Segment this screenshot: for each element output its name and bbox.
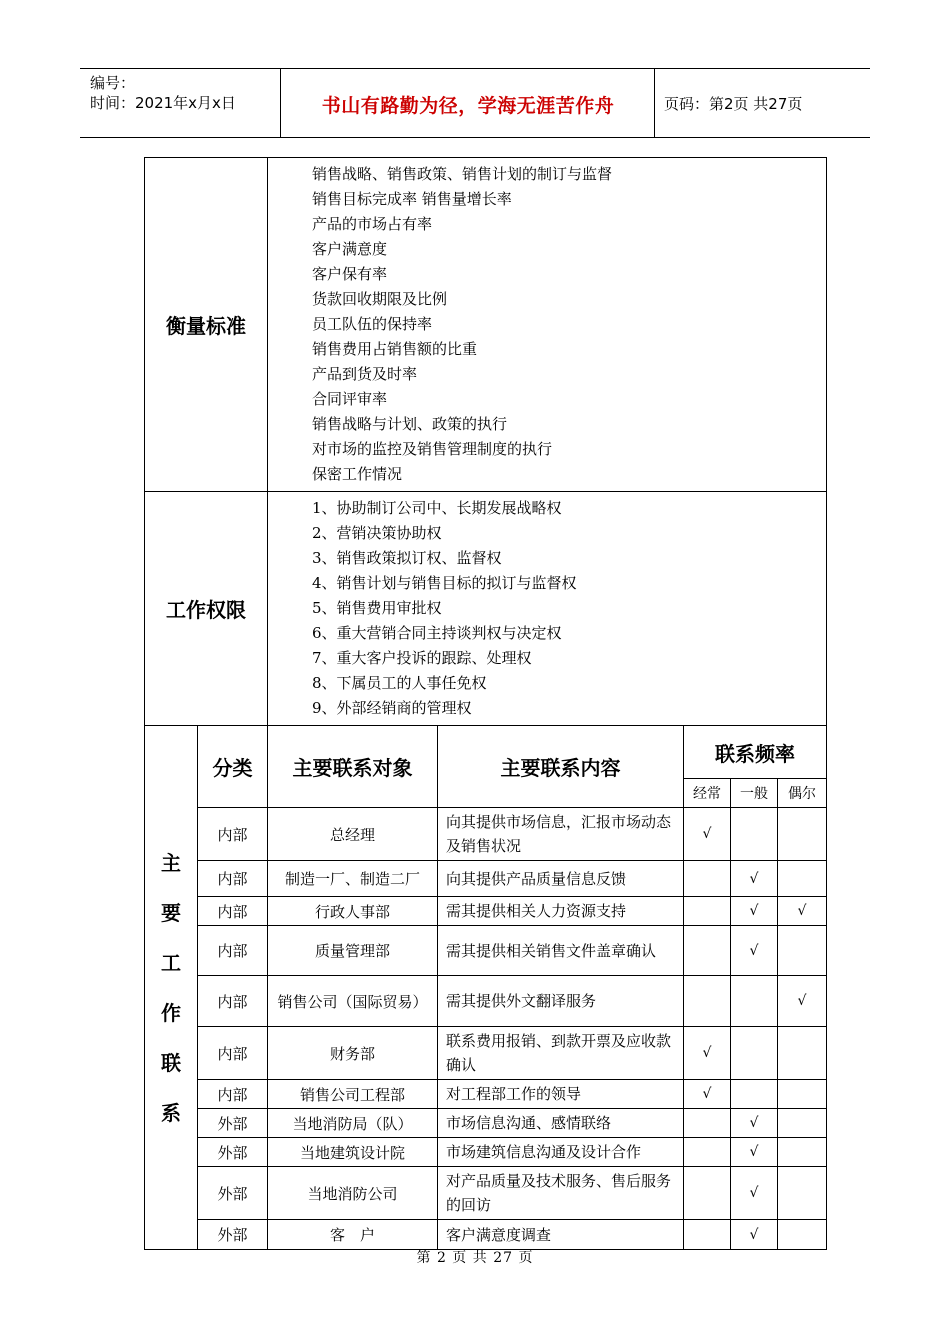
contact-normal-mark: [731, 976, 778, 1027]
contact-rare-mark: [778, 1080, 827, 1109]
section-label-char: 作: [161, 1000, 181, 1025]
contact-often-mark: √: [684, 808, 731, 861]
header-divider: [280, 69, 281, 137]
contact-rare-mark: √: [778, 897, 827, 926]
contact-content: 需其提供相关人力资源支持: [438, 897, 684, 926]
contact-row: [145, 861, 827, 897]
measurement-list: [268, 158, 827, 492]
contact-rare-mark: [778, 1109, 827, 1138]
contact-often-mark: [684, 1167, 731, 1220]
measurement-row: [145, 158, 827, 492]
contact-row: [145, 976, 827, 1027]
contact-row: [145, 1027, 827, 1080]
header-content: 主要联系内容: [438, 726, 684, 808]
contact-category: 内部: [198, 976, 268, 1027]
contact-normal-mark: √: [731, 861, 778, 897]
measurement-item: 保密工作情况: [312, 465, 403, 483]
contact-row: [145, 1220, 827, 1250]
contact-target: 财务部: [268, 1027, 438, 1080]
header-often: 经常: [684, 779, 731, 808]
page-footer: 第 2 页 共 27 页: [416, 1250, 534, 1266]
contact-normal-mark: [731, 808, 778, 861]
contact-target: 行政人事部: [268, 897, 438, 926]
contact-target: 总经理: [268, 808, 438, 861]
header-normal: 一般: [731, 779, 778, 808]
authority-item: 2、营销决策协助权: [312, 524, 442, 542]
doc-time-label: 时间：2021年x月x日: [90, 94, 236, 112]
authority-row: [145, 492, 827, 726]
contact-category: 内部: [198, 926, 268, 976]
measurement-label: 衡量标准: [145, 158, 268, 492]
contact-category: 外部: [198, 1109, 268, 1138]
contact-target: 质量管理部: [268, 926, 438, 976]
contact-often-mark: [684, 1220, 731, 1250]
contact-row: [145, 1138, 827, 1167]
header-category: 分类: [198, 726, 268, 808]
header-left: [90, 73, 236, 113]
header-frequency: 联系频率: [684, 726, 827, 779]
contact-row: [145, 926, 827, 976]
page-header: [80, 68, 870, 138]
contact-target: 客 户: [268, 1220, 438, 1250]
contact-often-mark: [684, 1138, 731, 1167]
contact-often-mark: √: [684, 1027, 731, 1080]
contact-rare-mark: [778, 1138, 827, 1167]
measurement-item: 对市场的监控及销售管理制度的执行: [312, 440, 553, 458]
contact-target: 当地消防局（队）: [268, 1109, 438, 1138]
contact-category: 内部: [198, 897, 268, 926]
contact-row: [145, 1109, 827, 1138]
measurement-item: 客户满意度: [312, 240, 388, 258]
authority-item: 3、销售政策拟订权、监督权: [312, 549, 502, 567]
section-label-char: 联: [161, 1050, 181, 1075]
contact-rare-mark: √: [778, 976, 827, 1027]
authority-list: [268, 492, 827, 726]
contact-often-mark: [684, 926, 731, 976]
contact-category: 内部: [198, 1027, 268, 1080]
measurement-item: 销售战略、销售政策、销售计划的制订与监督: [312, 165, 613, 183]
contact-normal-mark: √: [731, 1138, 778, 1167]
contact-category: 外部: [198, 1220, 268, 1250]
authority-item: 4、销售计划与销售目标的拟订与监督权: [312, 574, 577, 592]
contact-normal-mark: [731, 1080, 778, 1109]
contact-normal-mark: √: [731, 1220, 778, 1250]
contact-content: 市场建筑信息沟通及设计合作: [438, 1138, 684, 1167]
contact-often-mark: [684, 1109, 731, 1138]
contact-normal-mark: √: [731, 1109, 778, 1138]
contact-often-mark: [684, 861, 731, 897]
contact-content: 需其提供外文翻译服务: [438, 976, 684, 1027]
contact-target: 制造一厂、制造二厂: [268, 861, 438, 897]
contact-normal-mark: √: [731, 926, 778, 976]
doc-number-label: 编号：: [90, 74, 136, 92]
contacts-header-row: [145, 726, 827, 779]
header-motto: 书山有路勤为径，学海无涯苦作舟: [321, 95, 615, 117]
job-description-table: [144, 157, 827, 1250]
authority-item: 5、销售费用审批权: [312, 599, 442, 617]
authority-label: 工作权限: [145, 492, 268, 726]
contact-target: 当地消防公司: [268, 1167, 438, 1220]
contact-normal-mark: [731, 1027, 778, 1080]
contact-normal-mark: √: [731, 1167, 778, 1220]
contact-content: 联系费用报销、到款开票及应收款确认: [438, 1027, 684, 1080]
header-target: 主要联系对象: [268, 726, 438, 808]
measurement-item: 货款回收期限及比例: [312, 290, 448, 308]
measurement-item: 客户保有率: [312, 265, 388, 283]
contact-target: 销售公司（国际贸易）: [268, 976, 438, 1027]
contact-category: 内部: [198, 1080, 268, 1109]
contact-category: 内部: [198, 861, 268, 897]
measurement-item: 合同评审率: [312, 390, 388, 408]
contact-rare-mark: [778, 808, 827, 861]
contact-often-mark: [684, 976, 731, 1027]
section-label-char: 工: [161, 950, 181, 975]
contact-content: 需其提供相关销售文件盖章确认: [438, 926, 684, 976]
contact-rare-mark: [778, 1167, 827, 1220]
contact-content: 对产品质量及技术服务、售后服务的回访: [438, 1167, 684, 1220]
section-label-char: 系: [161, 1100, 181, 1125]
contact-rare-mark: [778, 1027, 827, 1080]
contact-rare-mark: [778, 861, 827, 897]
contact-rare-mark: [778, 926, 827, 976]
contact-rare-mark: [778, 1220, 827, 1250]
contact-row: [145, 808, 827, 861]
contact-target: 当地建筑设计院: [268, 1138, 438, 1167]
authority-item: 8、下属员工的人事任免权: [312, 674, 487, 692]
measurement-item: 销售战略与计划、政策的执行: [312, 415, 508, 433]
header-rare: 偶尔: [778, 779, 827, 808]
contact-target: 销售公司工程部: [268, 1080, 438, 1109]
header-divider: [654, 69, 655, 137]
contact-row: [145, 1080, 827, 1109]
authority-item: 9、外部经销商的管理权: [312, 699, 472, 717]
authority-item: 1、协助制订公司中、长期发展战略权: [312, 499, 562, 517]
contacts-section-label: [145, 726, 198, 1250]
authority-item: 7、重大客户投诉的跟踪、处理权: [312, 649, 532, 667]
measurement-item: 产品的市场占有率: [312, 215, 433, 233]
contact-content: 市场信息沟通、感情联络: [438, 1109, 684, 1138]
contact-category: 外部: [198, 1167, 268, 1220]
contact-content: 向其提供产品质量信息反馈: [438, 861, 684, 897]
section-label-char: 主: [161, 850, 181, 875]
contact-often-mark: √: [684, 1080, 731, 1109]
measurement-item: 产品到货及时率: [312, 365, 418, 383]
contact-normal-mark: √: [731, 897, 778, 926]
contact-content: 客户满意度调查: [438, 1220, 684, 1250]
section-label-char: 要: [161, 900, 181, 925]
measurement-item: 销售费用占销售额的比重: [312, 340, 478, 358]
contact-content: 对工程部工作的领导: [438, 1080, 684, 1109]
measurement-item: 员工队伍的保持率: [312, 315, 433, 333]
authority-item: 6、重大营销合同主持谈判权与决定权: [312, 624, 562, 642]
contact-content: 向其提供市场信息，汇报市场动态及销售状况: [438, 808, 684, 861]
header-page-info: 页码：第2页 共27页: [664, 95, 803, 113]
contact-category: 外部: [198, 1138, 268, 1167]
contact-row: [145, 897, 827, 926]
contact-row: [145, 1167, 827, 1220]
contact-category: 内部: [198, 808, 268, 861]
measurement-item: 销售目标完成率 销售量增长率: [312, 190, 512, 208]
contact-often-mark: [684, 897, 731, 926]
